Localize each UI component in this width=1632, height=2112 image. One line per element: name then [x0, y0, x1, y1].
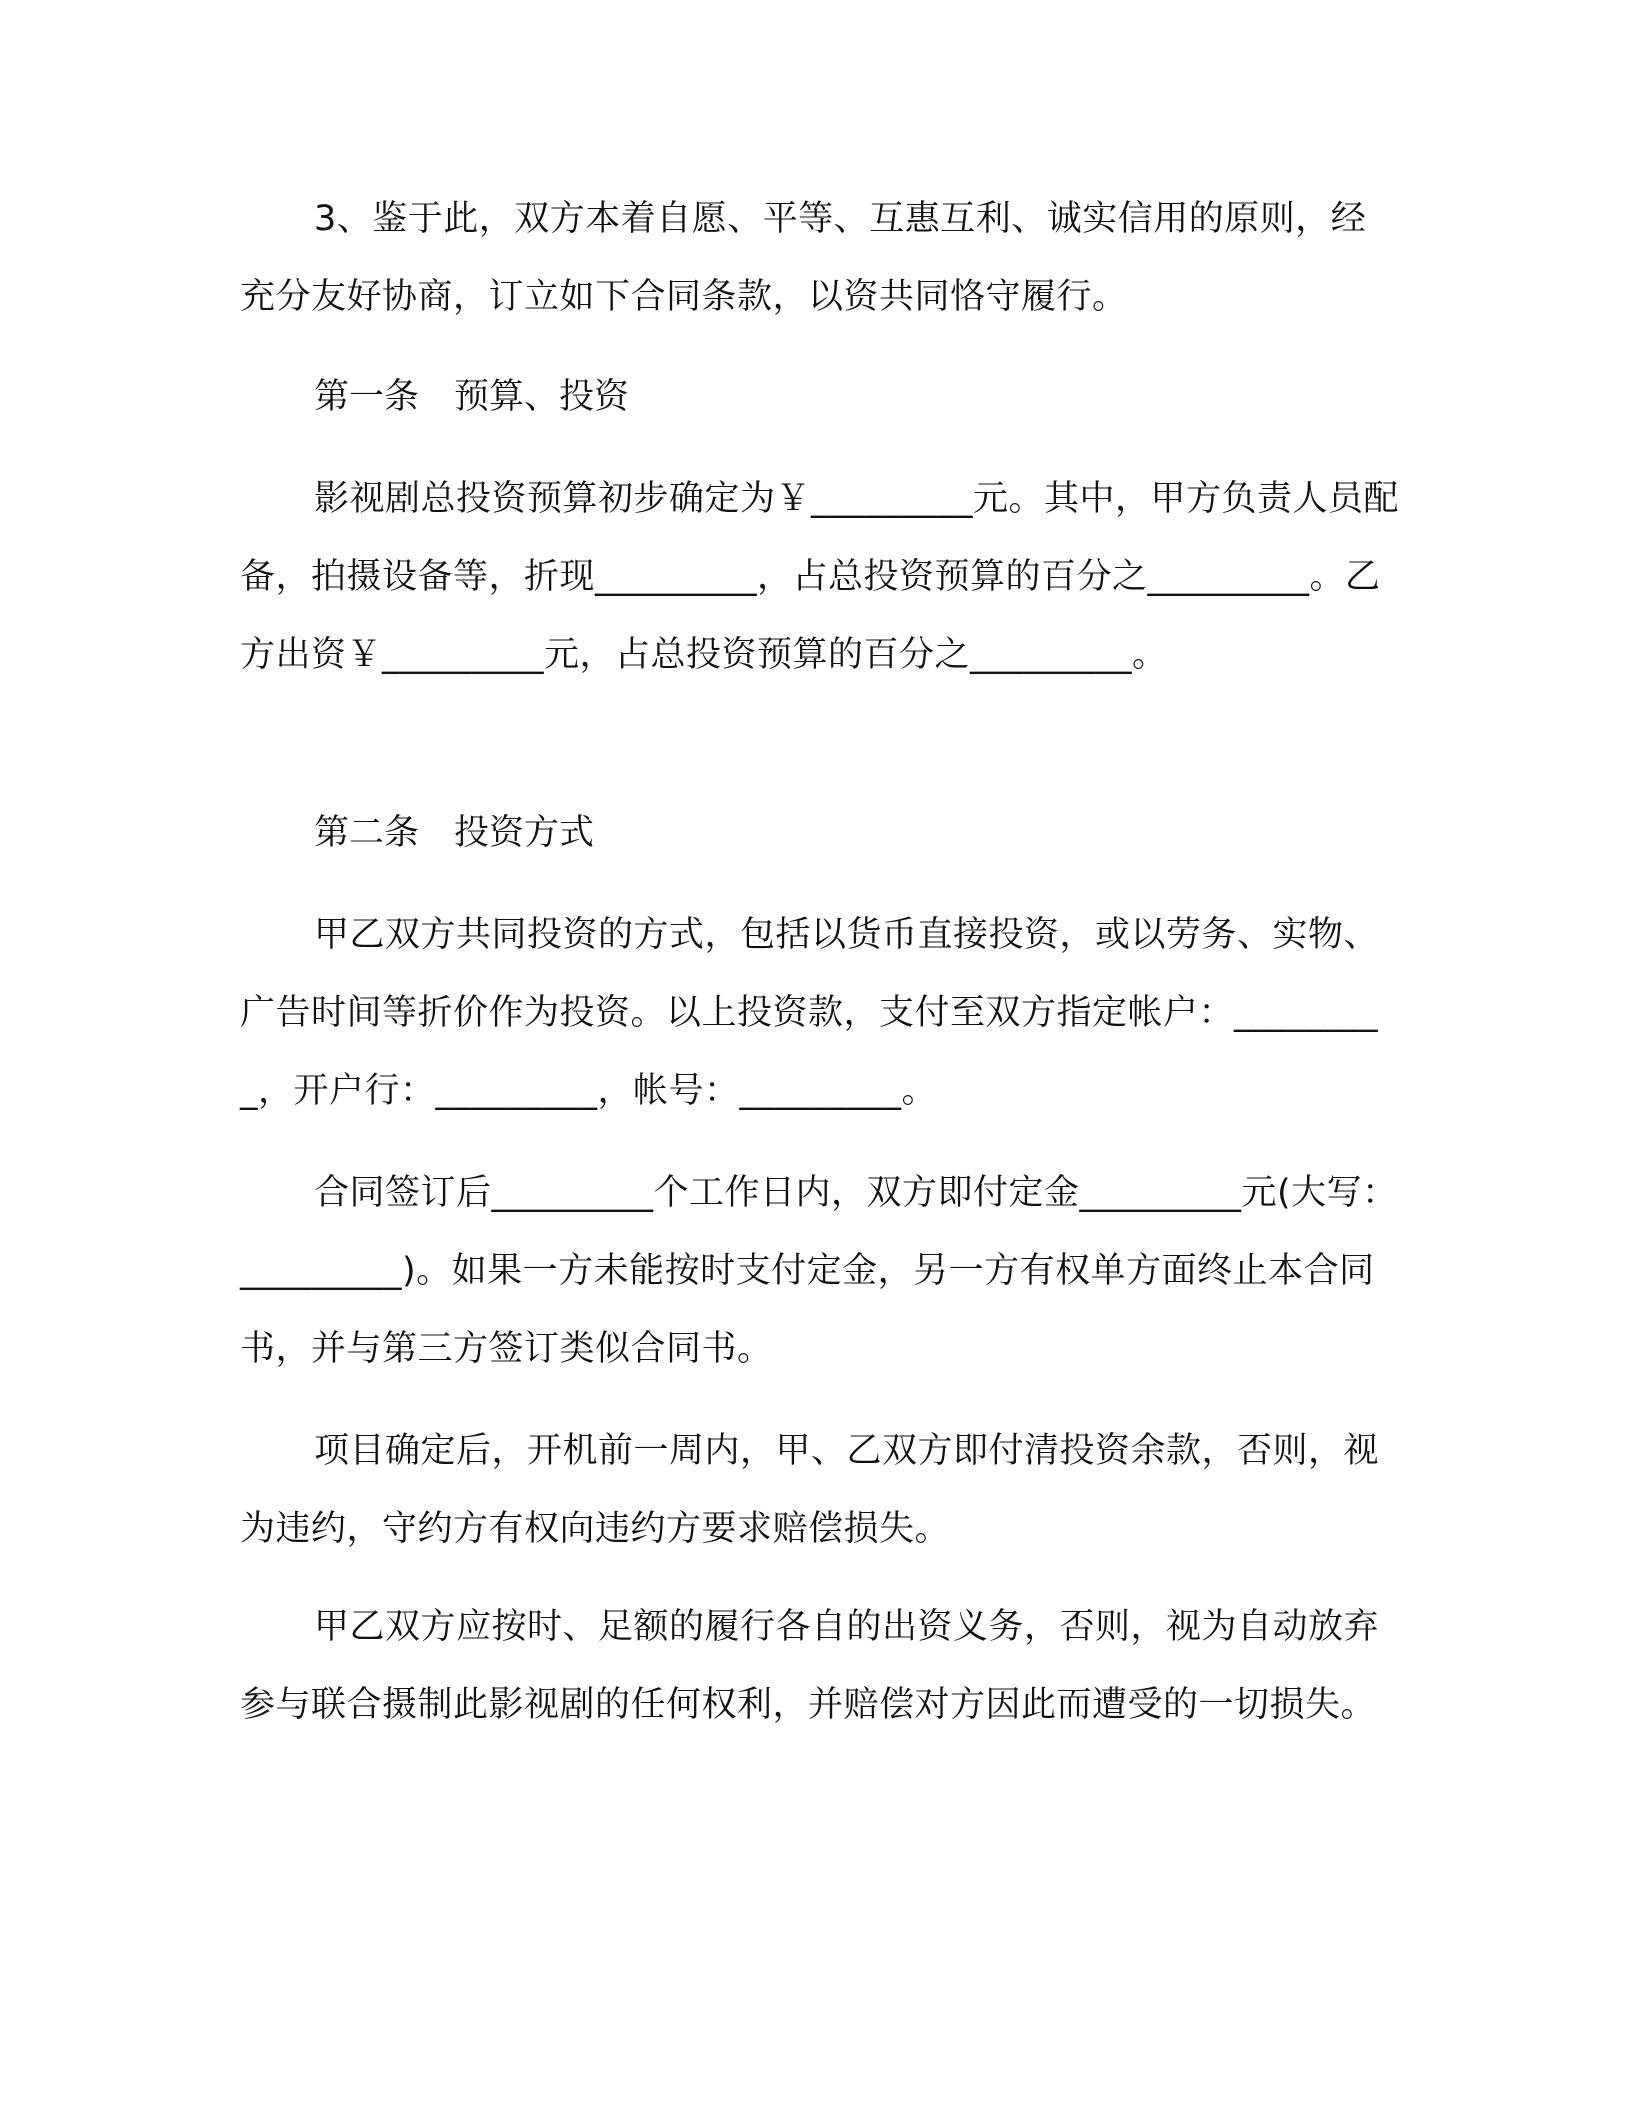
paragraph-intro: 3、鉴于此，双方本着自愿、平等、互惠互利、诚实信用的原则，经充分友好协商，订立如下合同条款，以资共同恪守履行。 [240, 199, 1367, 317]
article-1-heading: 第一条 预算、投资 [314, 377, 630, 417]
paragraph-budget: 影视剧总投资预算初步确定为￥_________元。其中，甲方负责人员配备，拍摄设备等，折现_________，占总投资预算的百分之_________。乙方出资￥_________元，占总投资预算的百分之_________。 [240, 479, 1400, 675]
paragraph-investment-method: 甲乙双方共同投资的方式，包括以货币直接投资，或以劳务、实物、广告时间等折价作为投资。以上投资款，支付至双方指定帐户：_________，开户行：_________，帐号：_________。 [240, 915, 1380, 1111]
article-2-heading: 第二条 投资方式 [314, 813, 595, 853]
paragraph-balance-payment: 项目确定后，开机前一周内，甲、乙双方即付清投资余款，否则，视为违约，守约方有权向违约方要求赔偿损失。 [240, 1431, 1380, 1549]
paragraph-deposit: 合同签订后_________个工作日内，双方即付定金_________元(大写：_________)。如果一方未能按时支付定金，另一方有权单方面终止本合同书，并与第三方签订类似合同书。 [240, 1173, 1398, 1369]
paragraph-obligation: 甲乙双方应按时、足额的履行各自的出资义务，否则，视为自动放弃参与联合摄制此影视剧的任何权利，并赔偿对方因此而遭受的一切损失。 [240, 1607, 1380, 1725]
